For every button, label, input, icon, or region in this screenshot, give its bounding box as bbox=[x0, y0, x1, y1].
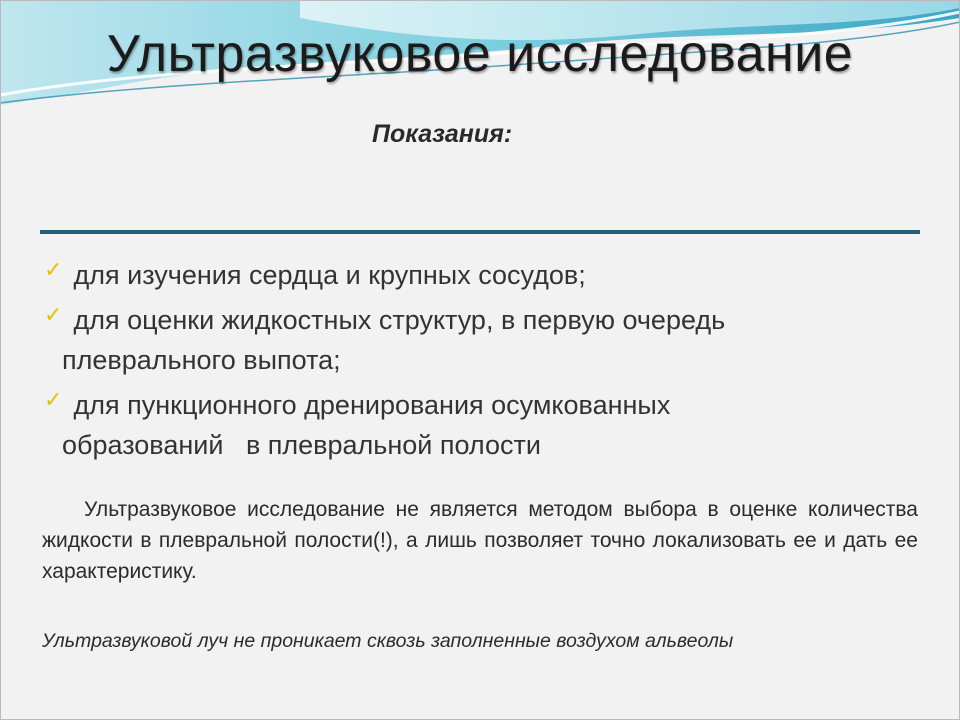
body-paragraph: Ультразвуковое исследование не является методом выбора в оценке количества жидкости в плевральной полости(!), а лишь позволяет точно локализовать ее и дать ее характеристику. bbox=[42, 498, 918, 583]
slide-title: Ультразвуковое исследование bbox=[106, 25, 854, 83]
list-item-text-continued: образований в плевральной полости bbox=[62, 430, 541, 460]
list-item-text-continued: плеврального выпота; bbox=[62, 345, 341, 375]
list-item bbox=[44, 295, 924, 380]
checkmark-icon: ✓ bbox=[44, 302, 63, 327]
list-item-text: для оценки жидкостных структур, в первую очередь bbox=[73, 305, 726, 335]
list-item-text: для пункционного дренирования осумкованных bbox=[73, 390, 671, 420]
slide-subtitle: Показания: bbox=[372, 120, 513, 148]
indications-list bbox=[44, 250, 924, 465]
checkmark-icon: ✓ bbox=[44, 257, 63, 282]
list-item bbox=[44, 250, 924, 295]
checkmark-icon: ✓ bbox=[44, 387, 63, 412]
italic-note: Ультразвуковой луч не проникает сквозь заполненные воздухом альвеолы bbox=[42, 630, 734, 652]
list-item bbox=[44, 380, 924, 465]
list-item-text: для изучения сердца и крупных сосудов; bbox=[73, 260, 586, 290]
divider-rule bbox=[40, 230, 920, 234]
